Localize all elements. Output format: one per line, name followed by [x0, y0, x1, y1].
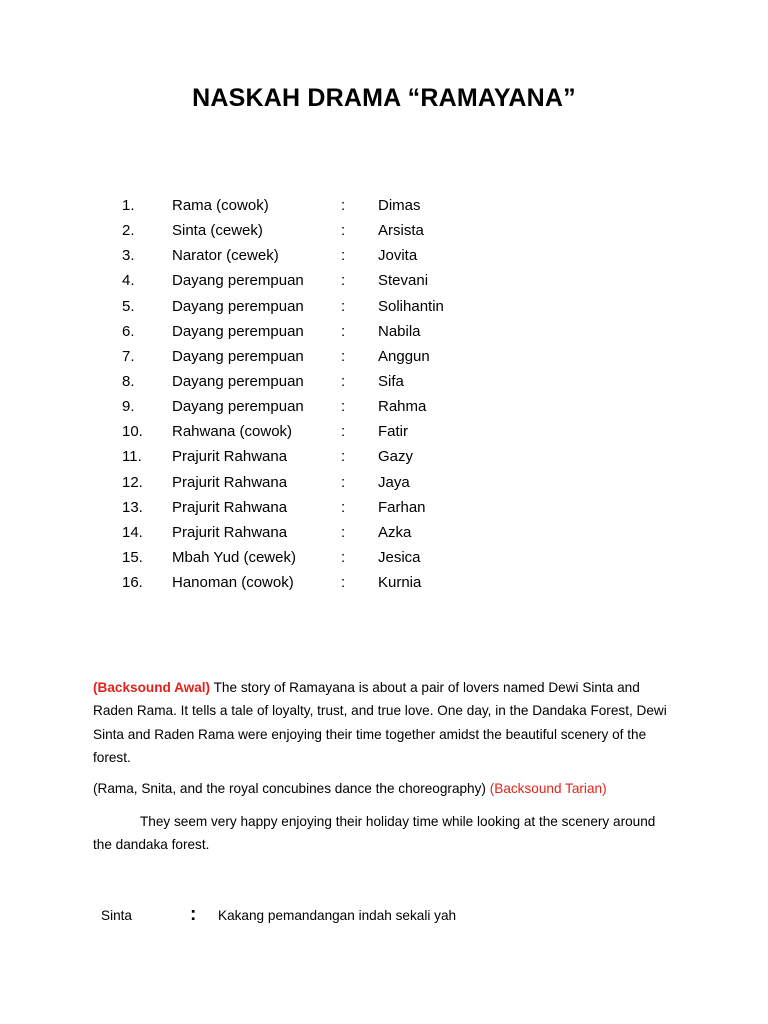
dialogue-speaker: Sinta: [101, 908, 132, 923]
cast-actor: Jesica: [378, 548, 421, 566]
cast-row: [0, 323, 768, 348]
cast-separator: :: [341, 498, 346, 516]
cast-number: 12.: [122, 473, 143, 491]
cast-row: [0, 373, 768, 398]
cast-list: [0, 197, 768, 599]
cast-role: Dayang perempuan: [172, 272, 304, 290]
cast-actor: Jovita: [378, 247, 418, 265]
backsound-cue: (Backsound Awal): [93, 680, 211, 695]
document-title: NASKAH DRAMA “RAMAYANA”: [192, 84, 576, 112]
cast-separator: :: [341, 297, 346, 315]
cast-row: [0, 197, 768, 222]
cast-row: [0, 398, 768, 423]
stage-direction-paragraph: [93, 777, 673, 800]
cast-separator: :: [341, 523, 346, 541]
cast-number: 11.: [122, 448, 142, 466]
cast-role: Hanoman (cowok): [172, 574, 294, 592]
dialogue-colon: :: [190, 904, 197, 925]
backsound-cue: (Backsound Tarian): [489, 781, 607, 796]
cast-number: 8.: [122, 372, 135, 390]
narration-text: The story of Ramayana is about a pair of lovers named Dewi Sinta and Raden Rama. It tells a tale of loyalty, trust, and true love. One day, in the Dandaka Forest, Dewi Sinta and Raden Rama were enjoying their time together amidst the beautiful scenery of the forest.: [93, 680, 667, 766]
cast-actor: Azka: [378, 523, 412, 541]
cast-number: 6.: [122, 322, 135, 340]
cast-role: Prajurit Rahwana: [172, 498, 288, 516]
cast-role: Dayang perempuan: [172, 398, 304, 416]
cast-separator: :: [341, 574, 346, 592]
cast-role: Mbah Yud (cewek): [172, 548, 296, 566]
cast-role: Rama (cowok): [172, 197, 269, 214]
cast-actor: Nabila: [378, 322, 421, 340]
dialogue-text: Kakang pemandangan indah sekali yah: [218, 908, 457, 923]
cast-actor: Stevani: [378, 272, 429, 290]
cast-separator: :: [341, 398, 346, 416]
cast-number: 15.: [122, 548, 143, 566]
cast-separator: :: [341, 448, 346, 466]
cast-role: Dayang perempuan: [172, 372, 304, 390]
cast-number: 4.: [122, 272, 135, 290]
cast-actor: Dimas: [378, 197, 421, 214]
cast-number: 5.: [122, 297, 135, 315]
cast-separator: :: [341, 473, 346, 491]
cast-row: [0, 474, 768, 499]
narration-paragraph-2: They seem very happy enjoying their holiday time while looking at the scenery around the dandaka forest.: [93, 814, 656, 853]
cast-row: [0, 549, 768, 574]
cast-separator: :: [341, 372, 346, 390]
cast-role: Rahwana (cowok): [172, 423, 293, 441]
cast-row: [0, 499, 768, 524]
cast-role: Narator (cewek): [172, 247, 279, 265]
cast-role: Prajurit Rahwana: [172, 473, 288, 491]
cast-actor: Sifa: [378, 372, 404, 390]
cast-row: [0, 448, 768, 473]
cast-actor: Kurnia: [378, 574, 422, 592]
cast-row: [0, 348, 768, 373]
cast-number: 9.: [122, 398, 135, 416]
cast-number: 14.: [122, 523, 143, 541]
cast-row: [0, 222, 768, 247]
stage-direction-text: (Rama, Snita, and the royal concubines dance the choreography): [93, 781, 490, 796]
cast-separator: :: [341, 247, 346, 265]
cast-role: Dayang perempuan: [172, 297, 304, 315]
cast-actor: Gazy: [378, 448, 414, 466]
cast-actor: Fatir: [378, 423, 408, 441]
cast-role: Dayang perempuan: [172, 347, 304, 365]
cast-number: 10.: [122, 423, 143, 441]
cast-separator: :: [341, 222, 346, 240]
cast-number: 1.: [122, 197, 135, 214]
cast-separator: :: [341, 423, 346, 441]
cast-number: 2.: [122, 222, 135, 240]
cast-separator: :: [341, 322, 346, 340]
cast-actor: Arsista: [378, 222, 424, 240]
cast-actor: Jaya: [378, 473, 410, 491]
cast-row: [0, 574, 768, 599]
cast-separator: :: [341, 347, 346, 365]
cast-actor: Solihantin: [378, 297, 444, 315]
cast-number: 16.: [122, 574, 143, 592]
cast-row: [0, 298, 768, 323]
cast-separator: :: [341, 272, 346, 290]
cast-row: [0, 524, 768, 549]
cast-actor: Rahma: [378, 398, 427, 416]
cast-role: Prajurit Rahwana: [172, 523, 288, 541]
cast-number: 13.: [122, 498, 143, 516]
cast-separator: :: [341, 548, 346, 566]
cast-actor: Farhan: [378, 498, 426, 516]
cast-separator: :: [341, 197, 346, 214]
cast-row: [0, 423, 768, 448]
cast-row: [0, 272, 768, 297]
cast-role: Sinta (cewek): [172, 222, 263, 240]
cast-role: Dayang perempuan: [172, 322, 304, 340]
cast-row: [0, 247, 768, 272]
cast-role: Prajurit Rahwana: [172, 448, 288, 466]
narration-paragraph-1: [93, 676, 673, 770]
cast-number: 3.: [122, 247, 135, 265]
cast-actor: Anggun: [378, 347, 430, 365]
cast-number: 7.: [122, 347, 135, 365]
